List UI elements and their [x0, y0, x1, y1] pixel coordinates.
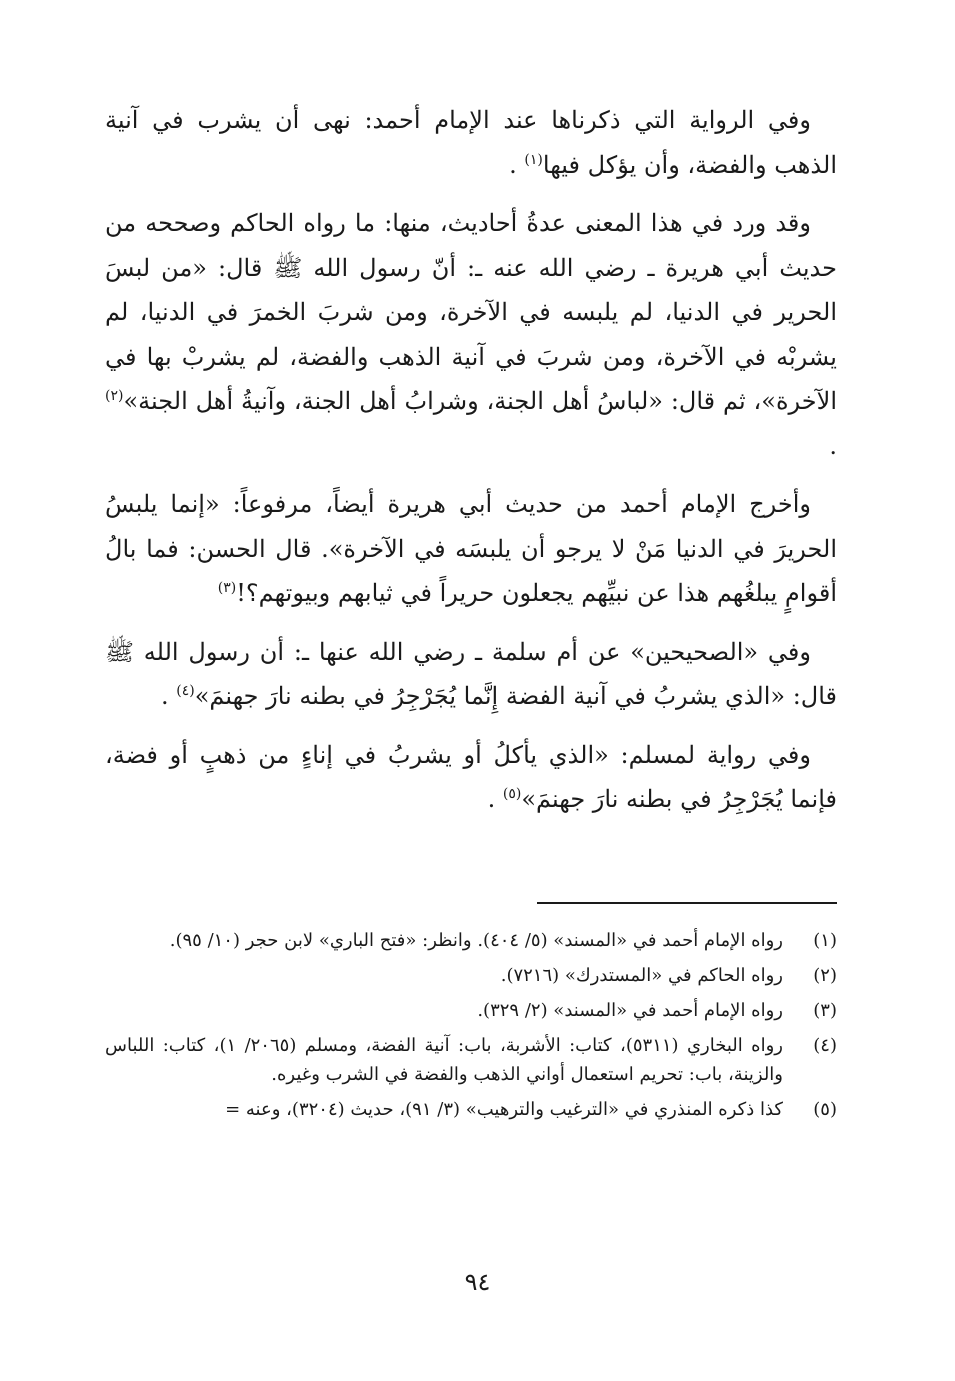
footnote-number: (١)	[813, 930, 837, 951]
paragraph-end: .	[487, 785, 496, 813]
paragraph	[105, 733, 837, 822]
footnote	[105, 926, 837, 955]
footnote-number: (٣)	[813, 1000, 837, 1021]
paragraph	[105, 482, 837, 616]
footnote-number: (٢)	[813, 965, 837, 986]
paragraph-end: .	[829, 431, 837, 460]
footnote-text: رواه الإمام أحمد في «المسند» (٢/ ٣٢٩).	[477, 1000, 783, 1021]
footnote-reference: (٣)	[217, 580, 237, 596]
paragraph	[105, 201, 837, 468]
page-number: ٩٤	[464, 1268, 491, 1296]
main-text	[105, 98, 837, 1120]
footnote	[105, 1031, 837, 1089]
footnote	[105, 996, 837, 1025]
footnote	[105, 961, 837, 990]
paragraph	[105, 98, 837, 187]
paragraph-text: وفي «الصحيحين» عن أم سلمة ـ رضي الله عنها ـ: أن رسول الله ﷺ قال: «الذي يشربُ في آنية الفضة إِنَّما يُجَرْجِرُ في بطنه نارَ جهنمَ»	[105, 637, 837, 710]
footnote-number: (٥)	[813, 1099, 837, 1120]
footnote-text: كذا ذكره المنذري في «الترغيب والترهيب» (٣/ ٩١)، حديث (٣٢٠٤)، وعنه =	[225, 1099, 783, 1120]
paragraph-text: وأخرج الإمام أحمد من حديث أبي هريرة أيضاً، مرفوعاً: «إنما يلبسُ الحريرَ في الدنيا مَنْ لا يرجو أن يلبسَه في الآخرة». قال الحسن: فما بالُ أقوامٍ يبلغُهم هذا عن نبيِّهم يجعلون حريراً في ثيابهم وبيوتهم؟!	[105, 490, 837, 607]
paragraph-text: وفي الرواية التي ذكرناها عند الإمام أحمد: نهى أن يشرب في آنية الذهب والفضة، وأن يؤكل فيها	[105, 106, 837, 179]
footnote-text: رواه البخاري (٥٣١١)، كتاب: الأشربة، باب: آنية الفضة، ومسلم (٢٠٦٥/ ١)، كتاب: اللباس والزينة، باب: تحريم استعمال أواني الذهب والفضة في الشرب وغيره.	[105, 1035, 783, 1085]
paragraph-text: وفي رواية لمسلم: «الذي يأكلُ أو يشربُ في إناءٍ من ذهبٍ أو فضة، فإنما يُجَرْجِرُ في بطنه نارَ جهنمَ»	[105, 740, 837, 813]
paragraph-end: .	[160, 682, 169, 710]
footnote-reference: (٤)	[176, 683, 195, 699]
footnote-reference: (٢)	[105, 388, 124, 404]
footnote-reference: (١)	[524, 151, 543, 168]
footnote-text: رواه الحاكم في «المستدرك» (٧٢١٦).	[500, 965, 783, 986]
footnote-number: (٤)	[813, 1035, 837, 1056]
footnote-divider	[537, 902, 837, 904]
paragraph	[105, 630, 837, 719]
footnote-text: رواه الإمام أحمد في «المسند» (٥/ ٤٠٤). وانظر: «فتح الباري» لابن حجر (١٠/ ٩٥).	[169, 930, 783, 951]
footnote	[105, 1095, 837, 1124]
footnote-reference: (٥)	[502, 786, 522, 802]
footnotes	[105, 926, 837, 1130]
paragraph-text: وقد ورد في هذا المعنى عدةُ أحاديث، منها: ما رواه الحاكم وصححه من حديث أبي هريرة ـ رضي الله عنه ـ: أنّ رسول الله ﷺ قال: «من لبسَ الحرير في الدنيا، لم يلبسه في الآخرة، ومن شربَ الخمرَ في الدنيا، لم يشربْه في الآخرة، ومن شربَ في آنية الذهب والفضة، لم يشربْ بها في الآخرة»، ثم قال: «لباسُ أهل الجنة، وشرابُ أهل الجنة، وآنيةُ أهل الجنة»	[105, 209, 837, 415]
paragraph-end: .	[509, 150, 517, 179]
